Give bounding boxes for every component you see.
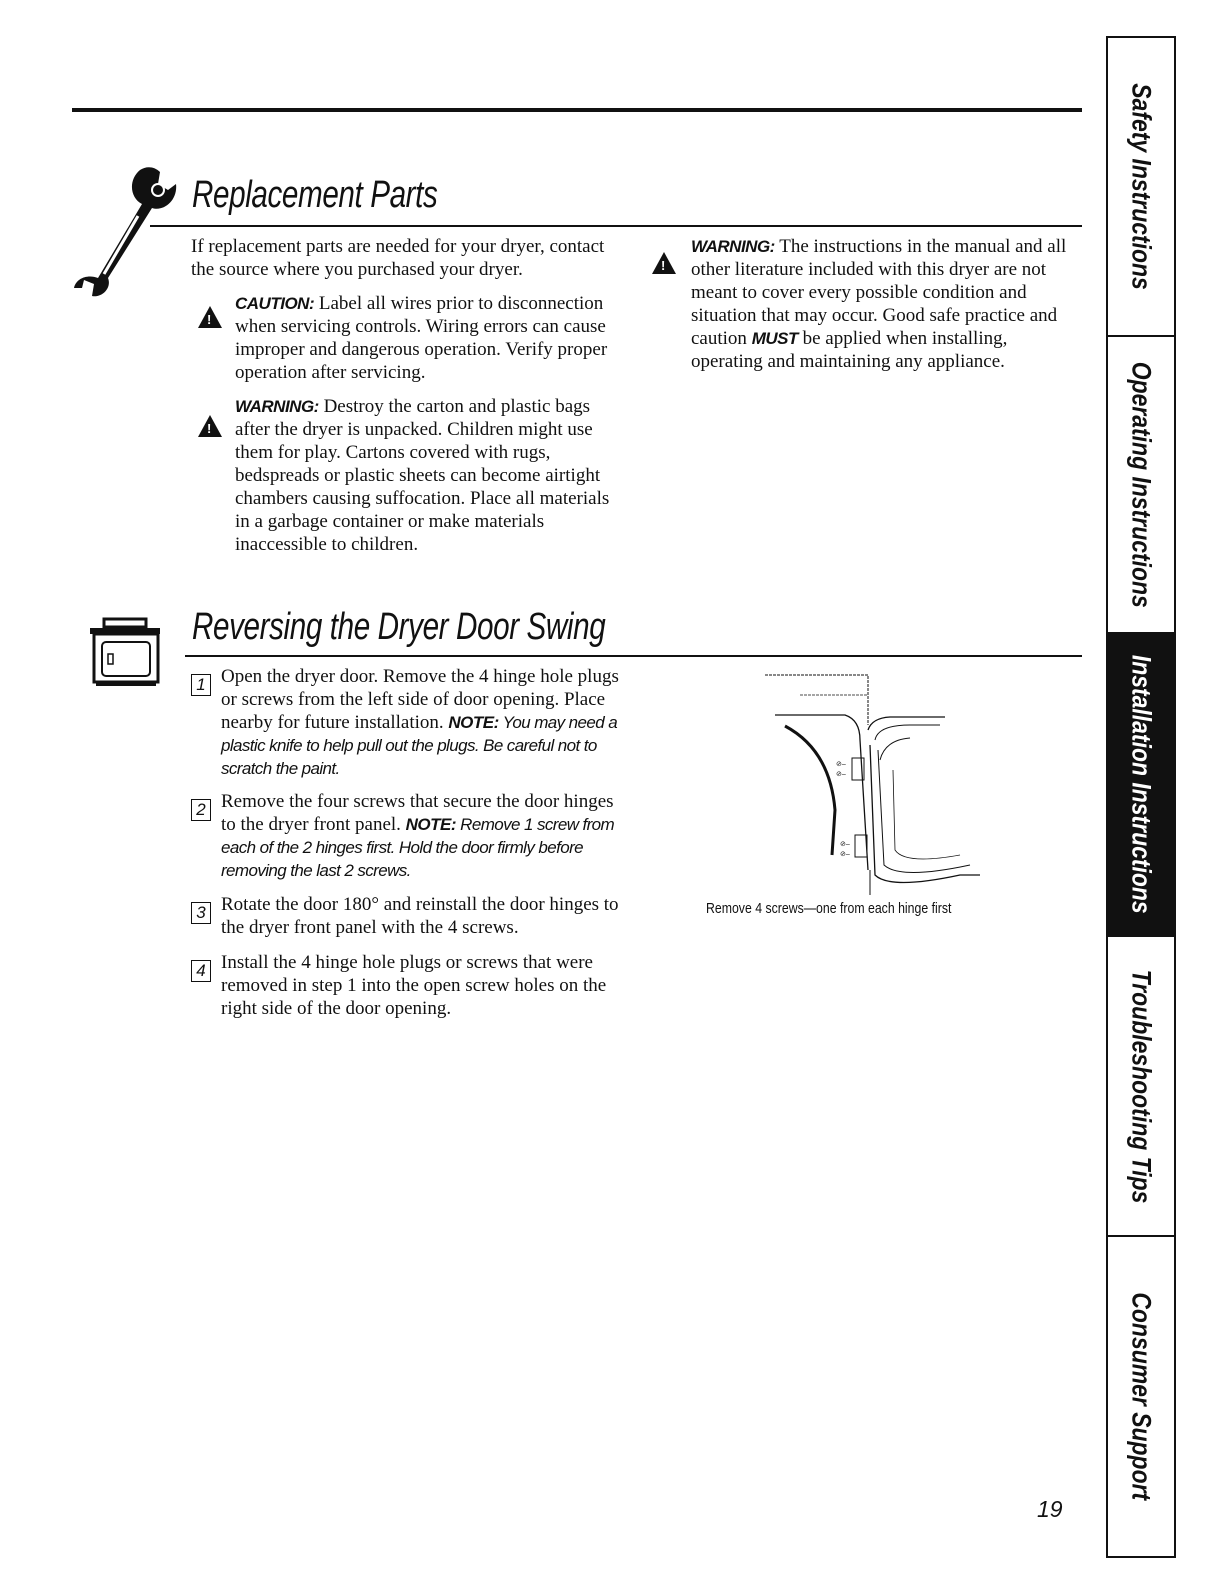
- note-text: Remove 1 screw from each of the 2 hinges first. Hold the door firmly before removing the last 2 screws.: [221, 815, 615, 880]
- section-title-reversing-door: Reversing the Dryer Door Swing: [192, 606, 606, 648]
- dryer-icon: [86, 616, 166, 688]
- tab-consumer-support[interactable]: [1108, 1237, 1174, 1556]
- must-emphasis: MUST: [751, 329, 798, 348]
- tab-label: Troubleshooting Tips: [1126, 969, 1157, 1203]
- warning-triangle-icon: [198, 415, 222, 437]
- step-number-3: 3: [191, 902, 211, 924]
- tab-safety-instructions[interactable]: [1108, 38, 1174, 337]
- tab-operating-instructions[interactable]: [1108, 337, 1174, 634]
- warning-text: be applied when installing, operating and maintaining any appliance.: [691, 328, 1008, 372]
- tab-label: Consumer Support: [1126, 1292, 1157, 1501]
- step-text: Remove the four screws that secure the door hinges to the dryer front panel.: [221, 791, 614, 835]
- section-tab-sidebar: [1106, 36, 1176, 1558]
- svg-text:⊘–: ⊘–: [836, 761, 846, 768]
- step-3: Rotate the door 180° and reinstall the door hinges to the dryer front panel with the 4 screws.: [221, 894, 619, 938]
- page-number: 19: [1037, 1496, 1063, 1522]
- note-label: NOTE:: [448, 713, 499, 732]
- step-number-4: 4: [191, 960, 211, 982]
- section-rule: [150, 225, 1082, 227]
- note-text: You may need a plastic knife to help pull out the plugs. Be careful not to scratch the paint.: [221, 713, 618, 778]
- section-title-replacement-parts: Replacement Parts: [192, 174, 438, 216]
- wrench-icon: [68, 160, 188, 305]
- illustration-caption: Remove 4 screws—one from each hinge first: [706, 900, 952, 917]
- tab-installation-instructions[interactable]: [1108, 634, 1174, 937]
- warning-paragraph-general: [691, 235, 1083, 373]
- step-2: [221, 790, 621, 882]
- door-hinge-illustration: [760, 670, 990, 895]
- note-label: NOTE:: [405, 815, 457, 834]
- step-number-1: 1: [191, 674, 211, 696]
- top-rule: [72, 108, 1082, 112]
- section-rule: [185, 655, 1082, 657]
- tab-troubleshooting-tips[interactable]: [1108, 937, 1174, 1237]
- tab-label: Installation Instructions: [1126, 655, 1157, 914]
- step-number-2: 2: [191, 799, 211, 821]
- caution-paragraph: [235, 292, 627, 384]
- replacement-intro: If replacement parts are needed for your dryer, contact the source where you purchased your dryer.: [191, 236, 605, 280]
- warning-text: The instructions in the manual and all other literature included with this dryer are not meant to cover every possible condition and situation that may occur. Good safe practice and caution: [691, 236, 1067, 349]
- step-1: [221, 665, 621, 780]
- caution-text: Label all wires prior to disconnection when servicing controls. Wiring errors can cause improper and dangerous operation. Verify proper operation after servicing.: [235, 293, 608, 383]
- warning-paragraph-carton: [235, 395, 627, 556]
- warning-triangle-icon: [652, 252, 676, 274]
- warning-triangle-icon: [198, 306, 222, 328]
- warning-label: WARNING:: [235, 397, 319, 416]
- step-4: Install the 4 hinge hole plugs or screws that were removed in step 1 into the open screw holes on the right side of the door opening.: [221, 952, 607, 1019]
- step-text: Open the dryer door. Remove the 4 hinge hole plugs or screws from the left side of door opening. Place nearby for future installation.: [221, 666, 619, 733]
- caution-label: CAUTION:: [235, 294, 315, 313]
- tab-label: Safety Instructions: [1126, 83, 1157, 290]
- svg-text:⊘–: ⊘–: [840, 851, 850, 858]
- warning-text: Destroy the carton and plastic bags after the dryer is unpacked. Children might use them for play. Cartons covered with rugs, bedspreads or plastic sheets can become airtight chambers causing suffocation. Place all materials in a garbage container or make materials inaccessible to children.: [235, 396, 610, 555]
- svg-text:⊘–: ⊘–: [836, 771, 846, 778]
- tab-label: Operating Instructions: [1126, 361, 1157, 608]
- warning-label: WARNING:: [691, 237, 775, 256]
- svg-text:⊘–: ⊘–: [840, 841, 850, 848]
